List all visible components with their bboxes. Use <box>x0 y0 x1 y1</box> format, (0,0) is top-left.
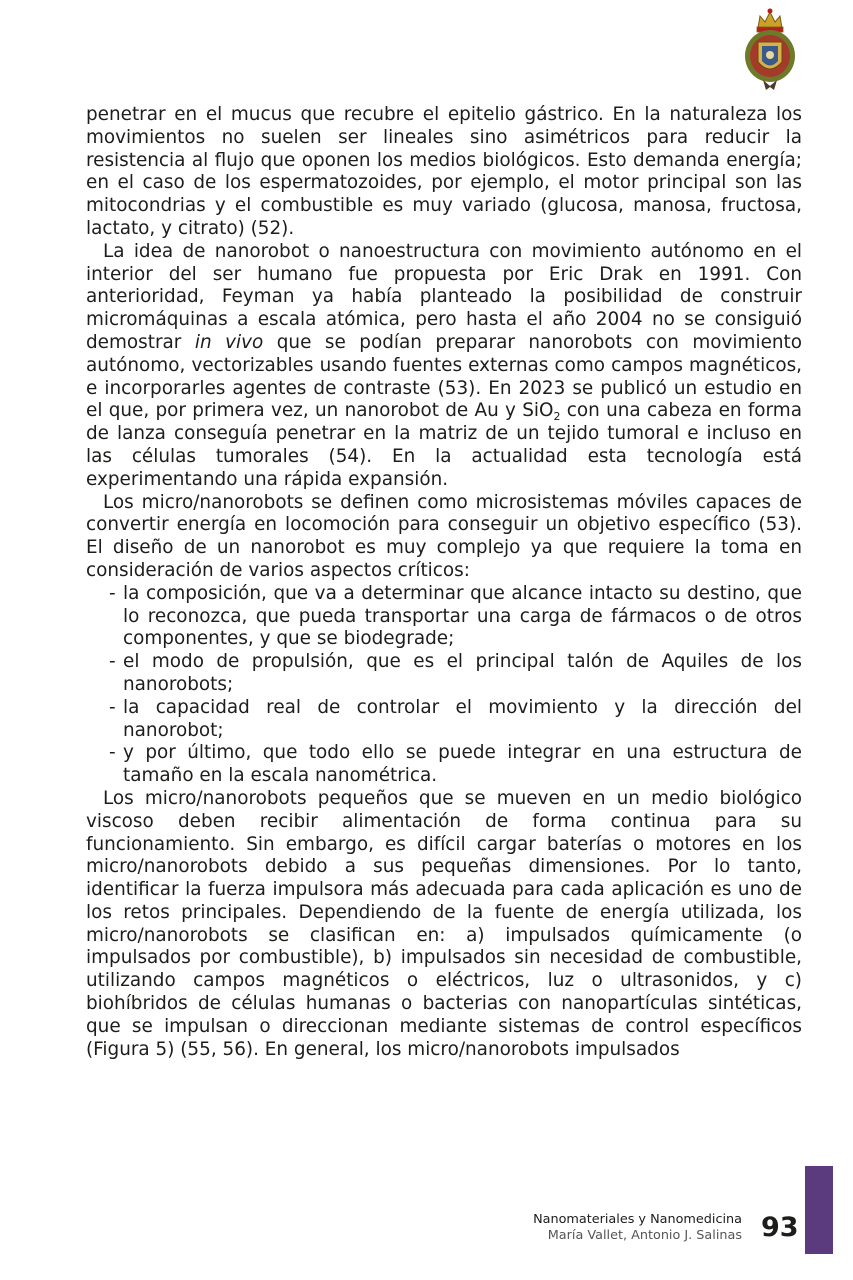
paragraph-2 <box>86 241 802 492</box>
list-item-text: el modo de propulsión, que es el principal talón de Aquiles de los nanorobots; <box>123 651 802 695</box>
chapter-tab <box>805 1166 833 1254</box>
paragraph-2-part-b: que se podían preparar nanorobots con movimiento autónomo, vectorizables usando fuentes externas como campos magnéticos, e incorporarles agentes de contraste (53). En 2023 se publicó un estudio en el que, por primera vez, un nanorobot de Au y SiO <box>86 331 803 422</box>
list-item <box>86 583 802 651</box>
book-title: Nanomateriales y Nanomedicina <box>533 1212 742 1227</box>
list-item <box>86 651 802 697</box>
list-marker: - <box>109 696 116 718</box>
list-item <box>86 697 802 743</box>
book-authors: María Vallet, Antonio J. Salinas <box>547 1228 742 1243</box>
academy-crest-icon <box>743 6 797 92</box>
list-marker: - <box>109 742 116 764</box>
paragraph-3: Los micro/nanorobots se definen como microsistemas móviles capaces de convertir energía en locomoción para conseguir un objetivo específico (53). El diseño de un nanorobot es muy complejo ya que requiere la toma en consideración de varios aspectos críticos: <box>86 491 802 581</box>
paragraph-2-part-c: con una cabeza en forma de lanza conseguía penetrar en la matriz de un tejido tumoral e incluso en las células tumorales (54). En la actualidad esta tecnología está experimentando una rápida expansión. <box>86 400 802 490</box>
paragraph-1: penetrar en el mucus que recubre el epitelio gástrico. En la naturaleza los movimientos no suelen ser lineales sino asimétricos para reducir la resistencia al flujo que oponen los medios biológicos. Esto demanda energía; en el caso de los espermatozoides, por ejemplo, el motor principal son las mitocondrias y el combustible es muy variado (glucosa, manosa, fructosa, lactato, y citrato) (52). <box>86 104 802 239</box>
list-item <box>86 742 802 788</box>
in-vivo-italic: in vivo <box>194 331 264 353</box>
paragraph-4: Los micro/nanorobots pequeños que se mueven en un medio biológico viscoso deben recibir alimentación de forma continua para su funcionamiento. Sin embargo, es difícil cargar baterías o motores en los micro/nanorobots debido a sus pequeñas dimensiones. Por lo tanto, identificar la fuerza impulsora más adecuada para cada aplicación es uno de los retos principales. Dependiendo de la fuente de energía utilizada, los micro/nanorobots se clasifican en: a) impulsados químicamente (o impulsados por combustible), b) impulsados sin necesidad de combustible, utilizando campos magnéticos o eléctricos, luz o ultrasonidos, y c) biohíbridos de células humanas o bacterias con nanopartículas sintéticas, que se impulsan o direccionan mediante sistemas de control específicos (Figura 5) (55, 56). En general, los micro/nanorobots impulsados <box>86 787 802 1060</box>
list-item-text: la capacidad real de controlar el movimiento y la dirección del nanorobot; <box>123 696 802 741</box>
subscript-2: 2 <box>553 410 561 424</box>
running-footer <box>533 1212 742 1244</box>
paragraph-2-part-a: La idea de nanorobot o nanoestructura con movimiento autónomo en el interior del ser humano fue propuesta por Eric Drak en 1991. Con anterioridad, Feyman ya había planteado la posibilidad de construir micromáquinas a escala atómica, pero hasta el año 2004 no se consiguió demostrar <box>86 240 802 353</box>
list-marker: - <box>109 582 116 604</box>
list-item-text: y por último, que todo ello se puede integrar en una estructura de tamaño en la escala nanométrica. <box>123 742 802 787</box>
list-marker: - <box>109 651 116 673</box>
body-text <box>86 104 802 1061</box>
list-item-text: la composición, que va a determinar que alcance intacto su destino, que lo reconozca, que pueda transportar una carga de fármacos o de otros componentes, y que se biodegrade; <box>123 582 802 650</box>
aspects-list <box>86 583 802 788</box>
page-number: 93 <box>761 1212 799 1243</box>
